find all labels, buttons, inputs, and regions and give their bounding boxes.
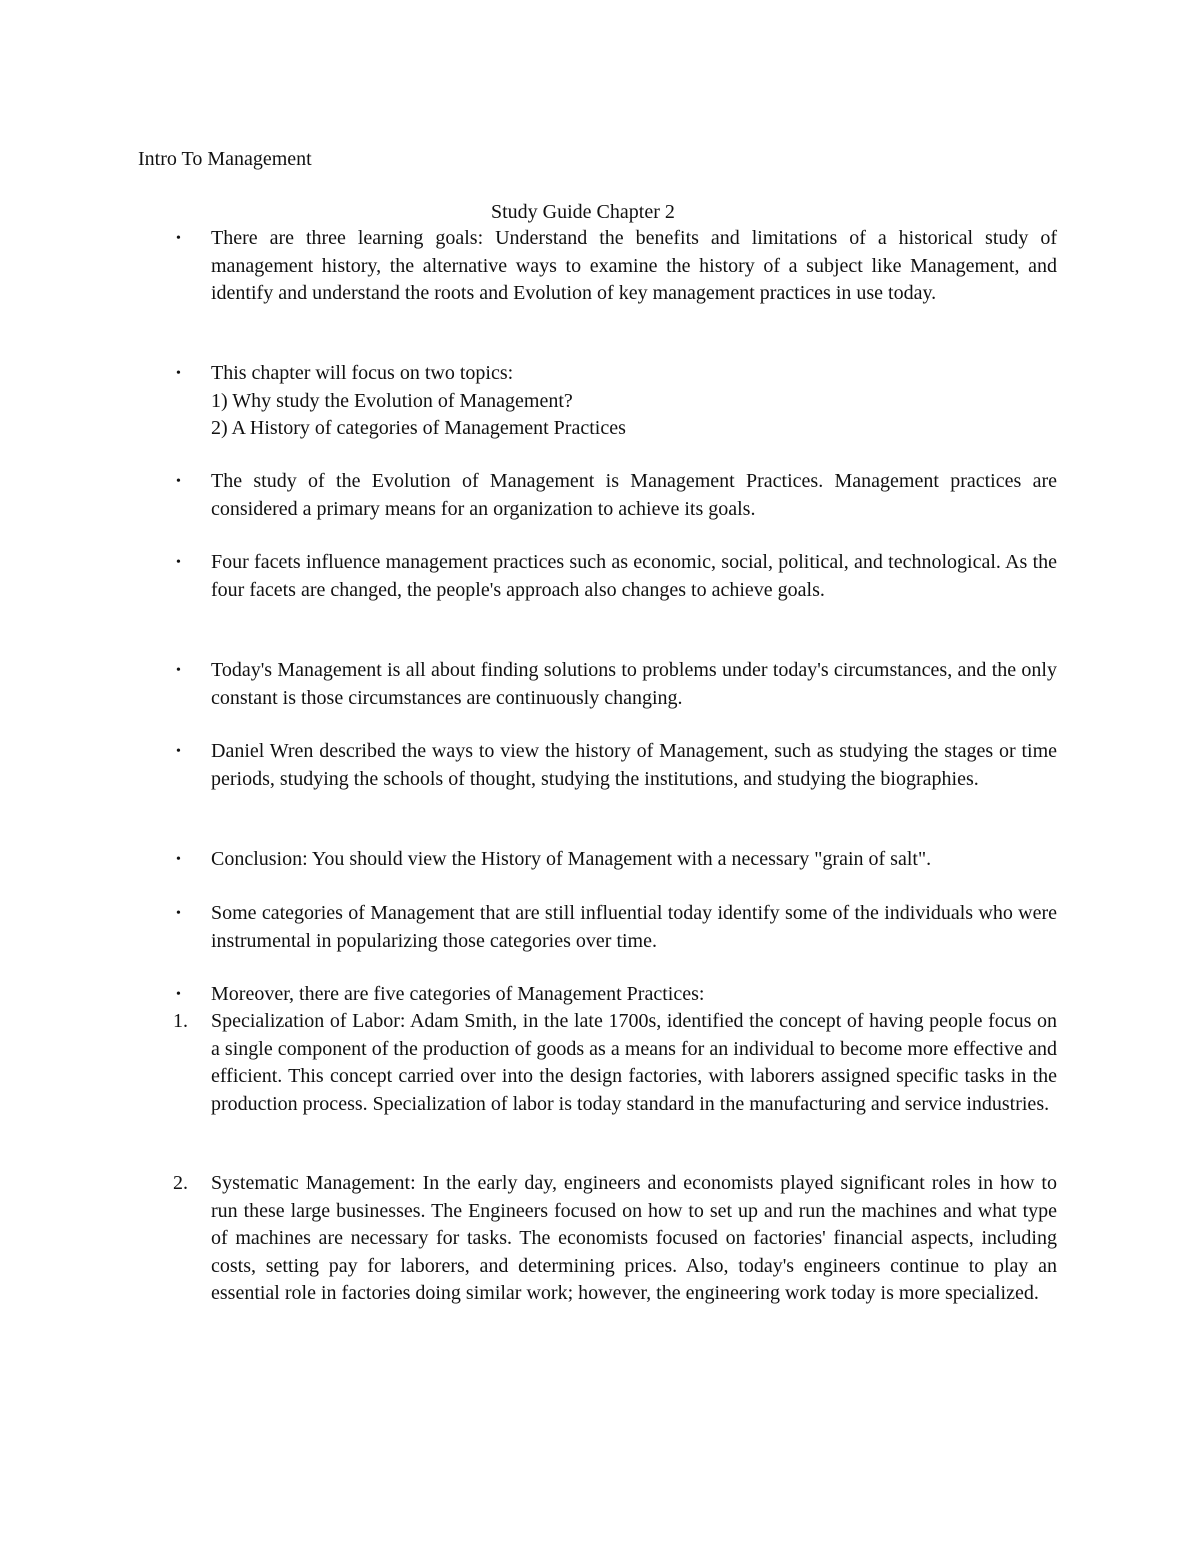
bullet-marker: • (176, 744, 181, 759)
numbered-text: Systematic Management: In the early day, engineers and economists played significant roles in how to run these large businesses. The Engineers focused on how to set up and run the machines and what type of machines are necessary for tasks. The economists focused on factories' financial aspects, including costs, setting pay for laborers, and determining prices. Also, today's engineers continue to play an essential role in factories doing similar work; however, the engineering work today is more specialized. (211, 1172, 1057, 1304)
topic-line-1: 1) Why study the Evolution of Management? (211, 389, 573, 412)
bullet-marker: • (176, 663, 181, 678)
bullet-marker: • (176, 906, 181, 921)
bullet-text (211, 360, 1057, 443)
topics-intro: This chapter will focus on two topics: (211, 362, 514, 384)
bullet-marker: • (176, 987, 181, 1002)
bullet-text: Moreover, there are five categories of Management Practices: (211, 983, 705, 1005)
course-title: Intro To Management (138, 148, 312, 170)
number-marker: 1. (173, 1010, 188, 1032)
bullet-marker: • (176, 366, 181, 381)
bullet-marker: • (176, 231, 181, 246)
bullet-text: Today's Management is all about finding solutions to problems under today's circumstances, and the only constant is those circumstances are continuously changing. (211, 659, 1057, 709)
bullet-text: Four facets influence management practices such as economic, social, political, and technological. As the four facets are changed, the people's approach also changes to achieve goals. (211, 551, 1057, 601)
bullet-marker: • (176, 474, 181, 489)
document-title: Study Guide Chapter 2 (491, 201, 675, 223)
bullet-text: Daniel Wren described the ways to view the history of Management, such as studying the stages or time periods, studying the schools of thought, studying the institutions, and studying the biographies. (211, 740, 1057, 790)
topic-line-2: 2) A History of categories of Management Practices (211, 417, 626, 439)
bullet-marker: • (176, 852, 181, 867)
bullet-text: The study of the Evolution of Management is Management Practices. Management practices are considered a primary means for an organization to achieve its goals. (211, 470, 1057, 520)
numbered-text: Specialization of Labor: Adam Smith, in the late 1700s, identified the concept of having people focus on a single component of the production of goods as a means for an individual to become more effective and efficient. This concept carried over into the design factories, with laborers assigned specific tasks in the production process. Specialization of labor is today standard in the manufacturing and service industries. (211, 1010, 1057, 1115)
number-marker: 2. (173, 1172, 188, 1194)
bullet-text: Some categories of Management that are still influential today identify some of the individuals who were instrumental in popularizing those categories over time. (211, 902, 1057, 952)
bullet-text: There are three learning goals: Understand the benefits and limitations of a historical study of management history, the alternative ways to examine the history of a subject like Management, and identify and understand the roots and Evolution of key management practices in use today. (211, 227, 1057, 304)
bullet-marker: • (176, 555, 181, 570)
bullet-text: Conclusion: You should view the History of Management with a necessary "grain of salt". (211, 848, 932, 870)
